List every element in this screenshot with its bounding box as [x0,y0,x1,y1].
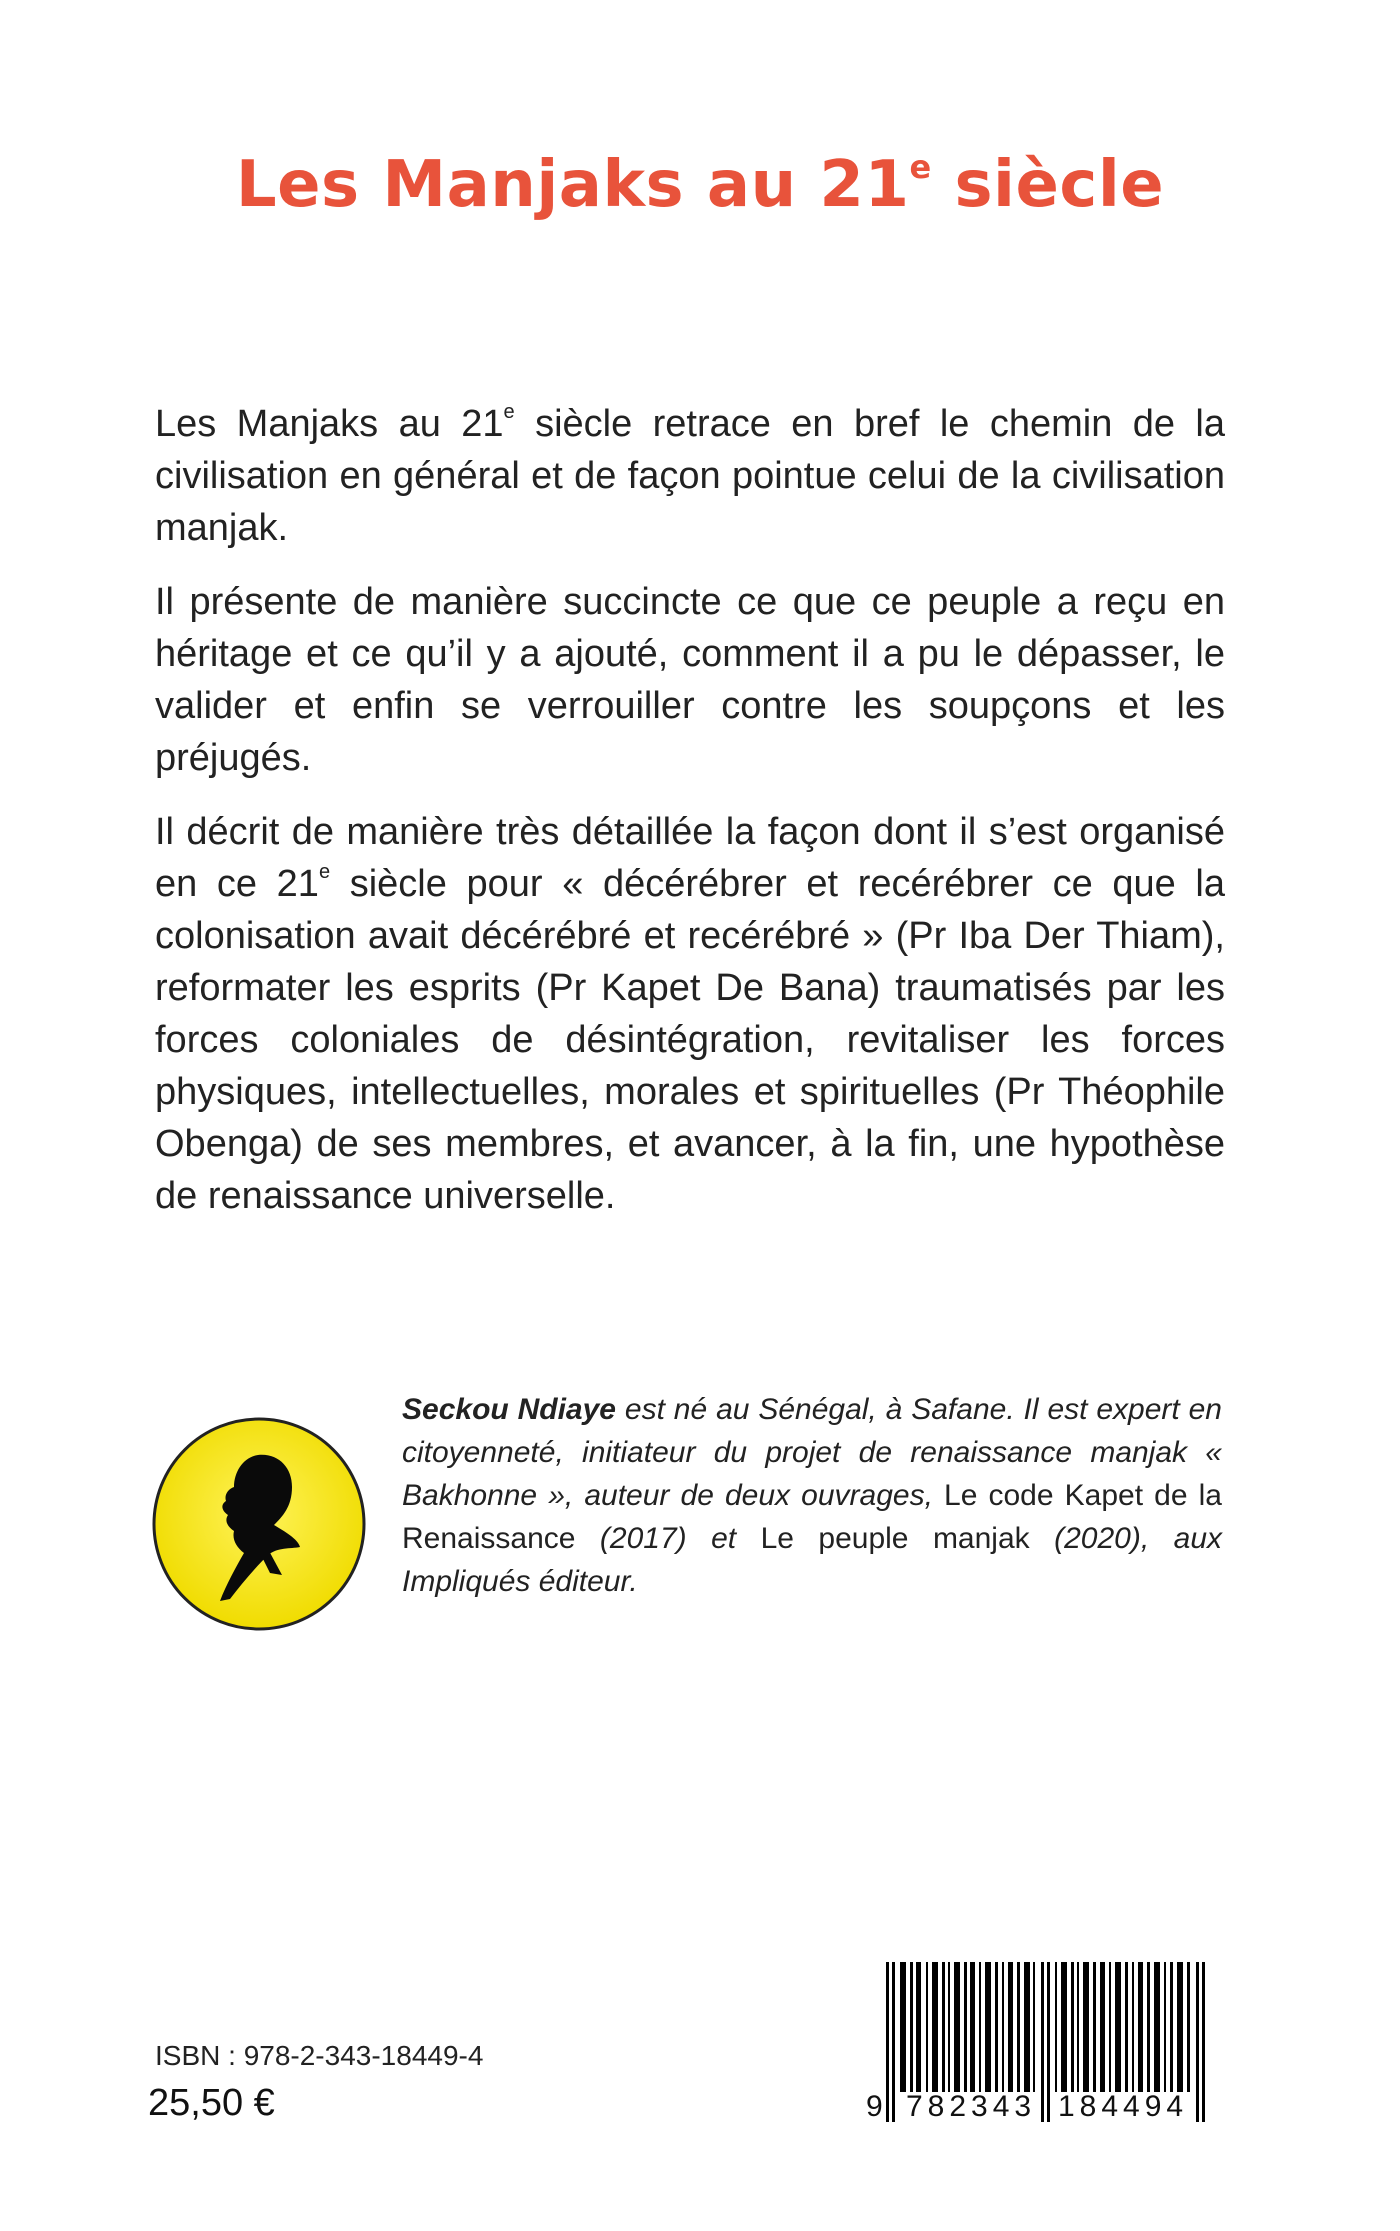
blurb-paragraph-1: Les Manjaks au 21e siècle retrace en bref le chemin de la civilisation en général et de façon pointue celui de la civilisation manjak. [155,401,1225,549]
book-title: Les Manjaks au 21e siècle [235,148,1165,222]
author-portrait-icon [150,1415,368,1633]
blurb [155,398,1225,1244]
blurb-paragraph-3: Il décrit de manière très détaillée la façon dont il s’est organisé en ce 21e siècle pour « décérébrer et recérébrer ce que la colonisation avait décérébré et recérébré » (Pr Iba Der Thiam), reformater les esprits (Pr Kapet De Bana) traumatisés par les forces coloniales de désintégration, revitaliser les forces physiques, intellectuelles, morales et spirituelles (Pr Théophile Obenga) de ses membres, et avancer, à la fin, une hypothèse de renaissance universelle. [155,811,1225,1217]
barcode-group-2: 184494 [1058,2090,1189,2123]
isbn: ISBN : 978-2-343-18449-4 [155,2040,484,2071]
barcode-group-1: 782343 [906,2090,1037,2123]
barcode-first-digit: 9 [866,2090,883,2123]
price: 25,50 € [148,2082,275,2124]
blurb-paragraph-2: Il présente de manière succincte ce que ce peuple a reçu en héritage et ce qu’il y a ajouté, comment il a pu le dépasser, le valider et enfin se verrouiller contre les soupçons et les préjugés. [155,581,1225,779]
author-bio: Seckou Ndiaye est né au Sénégal, à Safane. Il est expert en citoyenneté, initiateur du projet de renaissance manjak « Bakhonne », auteur de deux ouvrages, Le code Kapet de la Renaissance (2017) et Le peuple manjak (2020), aux Impliqués éditeur. [402,1393,1222,1598]
